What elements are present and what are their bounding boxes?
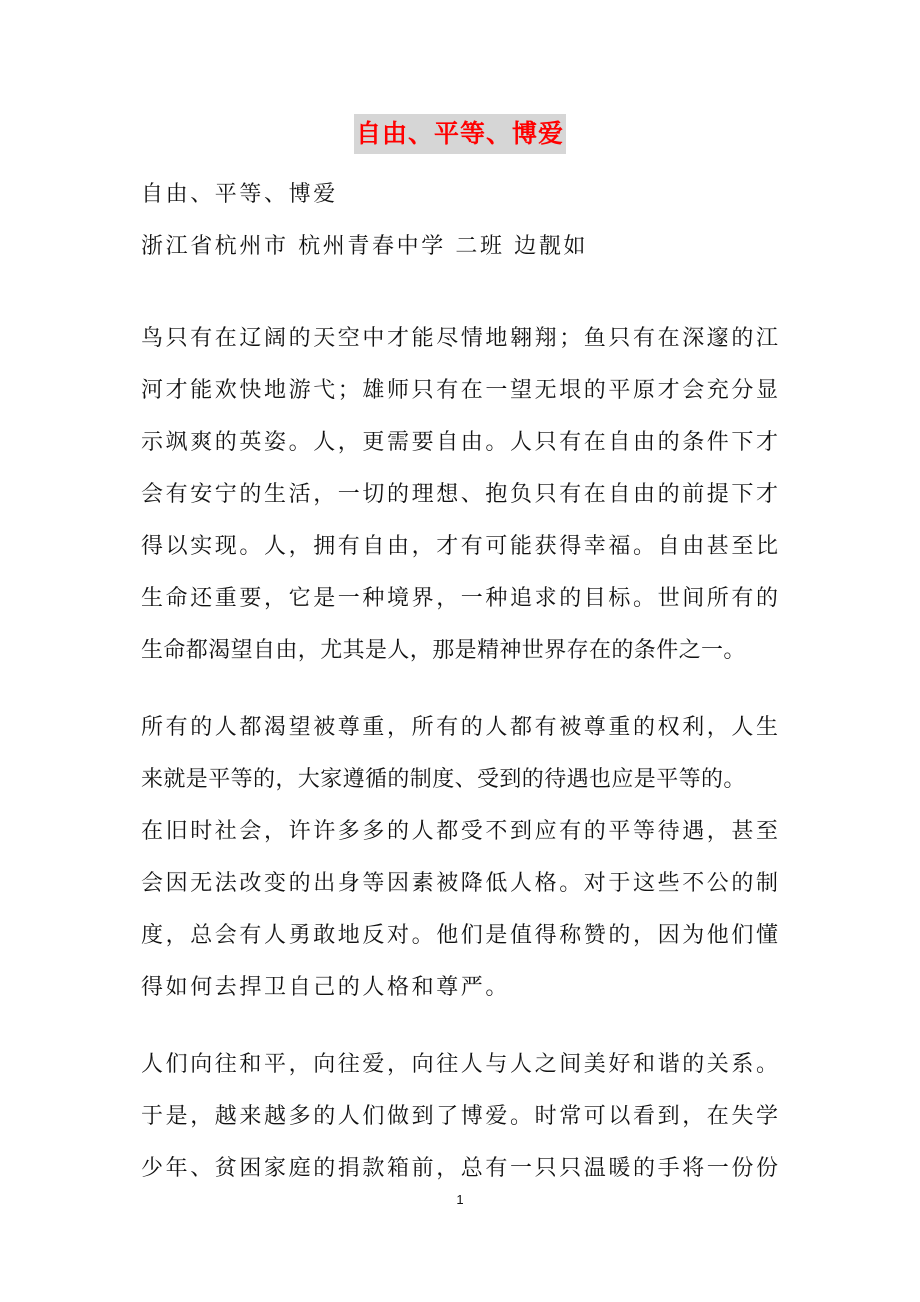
paragraph-line: 所有的人都渴望被尊重，所有的人都有被尊重的权利，人生 [141, 715, 781, 740]
page-number: 1 [456, 1192, 464, 1207]
title-container [0, 114, 920, 154]
paragraph-line: 生命还重要，它是一种境界，一种追求的目标。世间所有的 [141, 586, 781, 611]
paragraph-line: 示飒爽的英姿。人，更需要自由。人只有在自由的条件下才 [141, 430, 781, 455]
paragraph-line: 于是，越来越多的人们做到了博爱。时常可以看到，在失学 [141, 1104, 781, 1129]
paragraph-line: 少年、贫困家庭的捐款箱前，总有一只只温暖的手将一份份 [141, 1156, 781, 1181]
paragraph-line: 得如何去捍卫自己的人格和尊严。 [141, 975, 511, 1000]
author-line: 浙江省杭州市 杭州青春中学 二班 边靓如 [141, 234, 588, 259]
subtitle: 自由、平等、博爱 [141, 182, 338, 207]
document-title: 自由、平等、博爱 [354, 114, 566, 154]
paragraph-line: 鸟只有在辽阔的天空中才能尽情地翱翔；鱼只有在深邃的江 [141, 326, 781, 351]
paragraph-line: 会因无法改变的出身等因素被降低人格。对于这些不公的制 [141, 871, 781, 896]
paragraph-line: 人们向往和平，向往爱，向往人与人之间美好和谐的关系。 [141, 1052, 781, 1077]
paragraph-line: 度，总会有人勇敢地反对。他们是值得称赞的，因为他们懂 [141, 923, 781, 948]
paragraph-line: 得以实现。人，拥有自由，才有可能获得幸福。自由甚至比 [141, 534, 781, 559]
paragraph-line: 生命都渴望自由，尤其是人，那是精神世界存在的条件之一。 [141, 638, 746, 663]
paragraph-line: 来就是平等的，大家遵循的制度、受到的待遇也应是平等的。 [141, 767, 746, 792]
paragraph-line: 会有安宁的生活，一切的理想、抱负只有在自由的前提下才 [141, 482, 781, 507]
paragraph-line: 河才能欢快地游弋；雄师只有在一望无垠的平原才会充分显 [141, 378, 781, 403]
paragraph-line: 在旧时社会，许许多多的人都受不到应有的平等待遇，甚至 [141, 819, 781, 844]
